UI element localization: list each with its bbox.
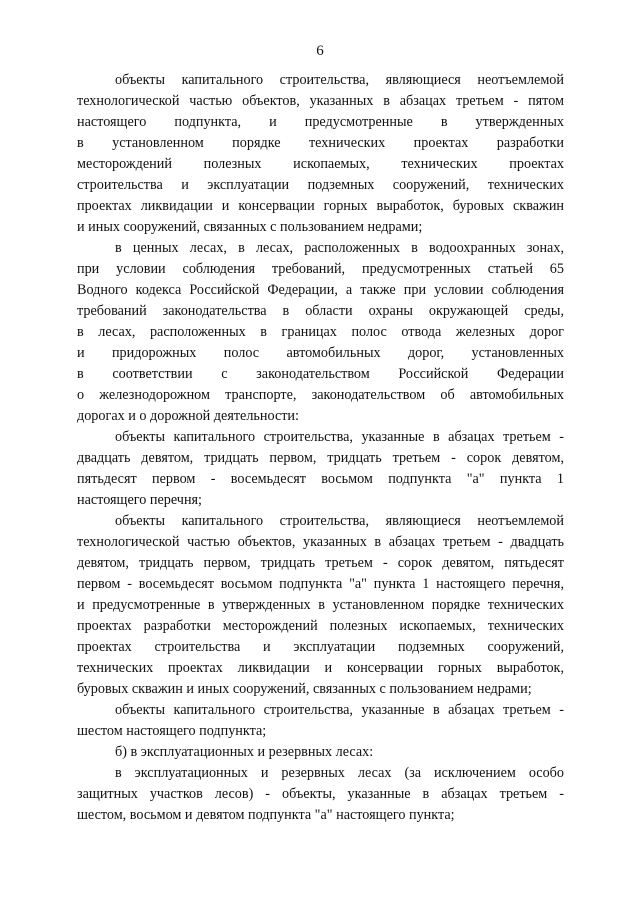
text-line: защитных участков лесов) - объекты, указанные в абзацах третьем - xyxy=(77,786,564,802)
text-line: месторождений полезных ископаемых, технических проектах xyxy=(77,156,564,172)
text-line: проектах разработки месторождений полезных ископаемых, технических xyxy=(77,618,564,634)
paragraph xyxy=(77,70,564,238)
text-line: при условии соблюдения требований, предусмотренных статьей 65 xyxy=(77,261,564,277)
text-line: в ценных лесах, в лесах, расположенных в водоохранных зонах, xyxy=(115,240,564,256)
text-line: и придорожных полос автомобильных дорог, установленных xyxy=(77,345,564,361)
text-line: технологической частью объектов, указанных в абзацах третьем - двадцать xyxy=(77,534,564,550)
text-line: девятом, тридцать первом, тридцать третьем - сорок девятом, пятьдесят xyxy=(77,555,564,571)
text-line: пятьдесят первом - восемьдесят восьмом подпункта "а" пункта 1 xyxy=(77,471,564,487)
text-line: б) в эксплуатационных и резервных лесах: xyxy=(115,744,374,760)
paragraph xyxy=(77,238,564,427)
text-line: строительства и эксплуатации подземных сооружений, технических xyxy=(77,177,564,193)
text-line: первом - восемьдесят восьмом подпункта "а" пункта 1 настоящего перечня, xyxy=(77,576,564,592)
page-number: 6 xyxy=(316,43,324,59)
text-line: Водного кодекса Российской Федерации, а также при условии соблюдения xyxy=(77,282,564,298)
text-line: о железнодорожном транспорте, законодательством об автомобильных xyxy=(77,387,564,403)
text-line: в соответствии с законодательством Российской Федерации xyxy=(77,366,564,382)
text-line: и предусмотренные в утвержденных в установленном порядке технических xyxy=(77,597,564,613)
text-line: шестом, восьмом и девятом подпункта "а" настоящего пункта; xyxy=(77,807,455,823)
text-line: объекты капитального строительства, являющиеся неотъемлемой xyxy=(115,513,564,529)
text-line: настоящего перечня; xyxy=(77,492,202,508)
paragraph xyxy=(77,511,564,700)
text-line: и иных сооружений, связанных с пользованием недрами; xyxy=(77,219,423,235)
paragraph xyxy=(77,763,564,826)
text-line: технических проектах ликвидации и консервации горных выработок, xyxy=(77,660,564,676)
text-line: проектах ликвидации и консервации горных выработок, буровых скважин xyxy=(77,198,564,214)
text-line: шестом настоящего подпункта; xyxy=(77,723,267,739)
paragraph xyxy=(77,742,564,763)
text-line: двадцать девятом, тридцать первом, тридцать третьем - сорок девятом, xyxy=(77,450,564,466)
text-line: в лесах, расположенных в границах полос отвода железных дорог xyxy=(77,324,564,340)
paragraph xyxy=(77,427,564,511)
paragraph xyxy=(77,700,564,742)
text-line: требований законодательства в области охраны окружающей среды, xyxy=(77,303,564,319)
text-line: объекты капитального строительства, указанные в абзацах третьем - xyxy=(115,429,564,445)
text-line: настоящего подпункта, и предусмотренные в утвержденных xyxy=(77,114,564,130)
text-line: в эксплуатационных и резервных лесах (за исключением особо xyxy=(115,765,564,781)
text-line: объекты капитального строительства, являющиеся неотъемлемой xyxy=(115,72,564,88)
text-line: объекты капитального строительства, указанные в абзацах третьем - xyxy=(115,702,564,718)
text-line: в установленном порядке технических проектах разработки xyxy=(77,135,564,151)
text-line: дорогах и о дорожной деятельности: xyxy=(77,408,299,424)
text-line: проектах строительства и эксплуатации подземных сооружений, xyxy=(77,639,564,655)
document-body xyxy=(77,70,564,826)
text-line: технологической частью объектов, указанных в абзацах третьем - пятом xyxy=(77,93,564,109)
text-line: буровых скважин и иных сооружений, связанных с пользованием недрами; xyxy=(77,681,532,697)
